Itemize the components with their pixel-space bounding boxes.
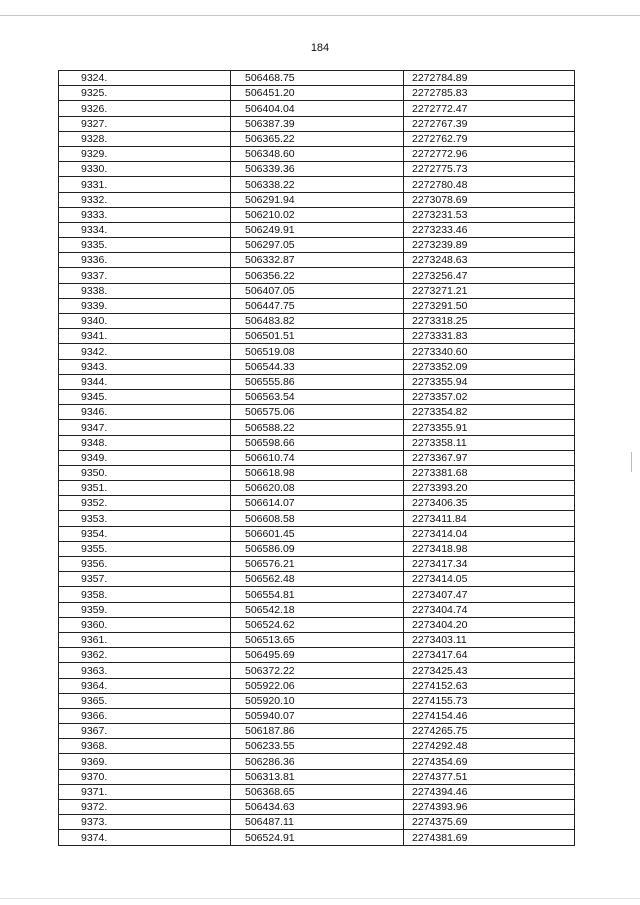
y-coordinate-cell: 2274393.96 bbox=[404, 800, 575, 815]
table-row bbox=[59, 739, 575, 754]
y-coordinate-cell: 2273381.68 bbox=[404, 465, 575, 480]
y-coordinate-cell: 2274154.46 bbox=[404, 708, 575, 723]
table-row bbox=[59, 450, 575, 465]
point-number-cell: 9367. bbox=[59, 724, 231, 739]
table-row bbox=[59, 238, 575, 253]
point-number-cell: 9330. bbox=[59, 162, 231, 177]
table-row bbox=[59, 192, 575, 207]
table-row bbox=[59, 283, 575, 298]
table-row bbox=[59, 253, 575, 268]
table-row bbox=[59, 708, 575, 723]
y-coordinate-cell: 2272772.47 bbox=[404, 101, 575, 116]
point-number-cell: 9342. bbox=[59, 344, 231, 359]
point-number-cell: 9366. bbox=[59, 708, 231, 723]
x-coordinate-cell: 506610.74 bbox=[231, 450, 404, 465]
x-coordinate-cell: 506372.22 bbox=[231, 663, 404, 678]
table-row bbox=[59, 131, 575, 146]
point-number-cell: 9341. bbox=[59, 329, 231, 344]
table-row bbox=[59, 663, 575, 678]
point-number-cell: 9332. bbox=[59, 192, 231, 207]
table-row bbox=[59, 329, 575, 344]
x-coordinate-cell: 506495.69 bbox=[231, 648, 404, 663]
y-coordinate-cell: 2273411.84 bbox=[404, 511, 575, 526]
coordinates-table-wrapper bbox=[58, 70, 575, 846]
x-coordinate-cell: 506348.60 bbox=[231, 146, 404, 161]
table-row bbox=[59, 222, 575, 237]
point-number-cell: 9370. bbox=[59, 769, 231, 784]
table-row bbox=[59, 602, 575, 617]
bottom-rule bbox=[0, 898, 640, 899]
y-coordinate-cell: 2273403.11 bbox=[404, 632, 575, 647]
x-coordinate-cell: 506368.65 bbox=[231, 784, 404, 799]
table-row bbox=[59, 587, 575, 602]
x-coordinate-cell: 506332.87 bbox=[231, 253, 404, 268]
x-coordinate-cell: 506524.62 bbox=[231, 617, 404, 632]
y-coordinate-cell: 2273340.60 bbox=[404, 344, 575, 359]
table-row bbox=[59, 268, 575, 283]
coordinates-table bbox=[58, 70, 575, 846]
table-row bbox=[59, 389, 575, 404]
top-rule bbox=[0, 15, 640, 16]
x-coordinate-cell: 506447.75 bbox=[231, 298, 404, 313]
y-coordinate-cell: 2272785.83 bbox=[404, 86, 575, 101]
table-row bbox=[59, 496, 575, 511]
table-row bbox=[59, 435, 575, 450]
point-number-cell: 9371. bbox=[59, 784, 231, 799]
table-row bbox=[59, 815, 575, 830]
y-coordinate-cell: 2273406.35 bbox=[404, 496, 575, 511]
point-number-cell: 9333. bbox=[59, 207, 231, 222]
point-number-cell: 9364. bbox=[59, 678, 231, 693]
x-coordinate-cell: 506468.75 bbox=[231, 71, 404, 86]
y-coordinate-cell: 2273414.05 bbox=[404, 572, 575, 587]
point-number-cell: 9337. bbox=[59, 268, 231, 283]
x-coordinate-cell: 506563.54 bbox=[231, 389, 404, 404]
table-row bbox=[59, 678, 575, 693]
table-row bbox=[59, 769, 575, 784]
point-number-cell: 9373. bbox=[59, 815, 231, 830]
y-coordinate-cell: 2274381.69 bbox=[404, 830, 575, 845]
y-coordinate-cell: 2273078.69 bbox=[404, 192, 575, 207]
x-coordinate-cell: 506249.91 bbox=[231, 222, 404, 237]
y-coordinate-cell: 2274375.69 bbox=[404, 815, 575, 830]
point-number-cell: 9327. bbox=[59, 116, 231, 131]
x-coordinate-cell: 506576.21 bbox=[231, 557, 404, 572]
table-row bbox=[59, 541, 575, 556]
y-coordinate-cell: 2273407.47 bbox=[404, 587, 575, 602]
table-row bbox=[59, 526, 575, 541]
x-coordinate-cell: 506286.36 bbox=[231, 754, 404, 769]
y-coordinate-cell: 2273425.43 bbox=[404, 663, 575, 678]
y-coordinate-cell: 2273239.89 bbox=[404, 238, 575, 253]
x-coordinate-cell: 506233.55 bbox=[231, 739, 404, 754]
y-coordinate-cell: 2273417.34 bbox=[404, 557, 575, 572]
point-number-cell: 9343. bbox=[59, 359, 231, 374]
x-coordinate-cell: 506338.22 bbox=[231, 177, 404, 192]
y-coordinate-cell: 2273393.20 bbox=[404, 481, 575, 496]
table-row bbox=[59, 557, 575, 572]
table-row bbox=[59, 617, 575, 632]
point-number-cell: 9339. bbox=[59, 298, 231, 313]
point-number-cell: 9352. bbox=[59, 496, 231, 511]
table-row bbox=[59, 101, 575, 116]
table-row bbox=[59, 465, 575, 480]
x-coordinate-cell: 506483.82 bbox=[231, 314, 404, 329]
point-number-cell: 9326. bbox=[59, 101, 231, 116]
x-coordinate-cell: 506554.81 bbox=[231, 587, 404, 602]
y-coordinate-cell: 2273404.20 bbox=[404, 617, 575, 632]
point-number-cell: 9372. bbox=[59, 800, 231, 815]
y-coordinate-cell: 2273355.91 bbox=[404, 420, 575, 435]
y-coordinate-cell: 2273414.04 bbox=[404, 526, 575, 541]
table-row bbox=[59, 405, 575, 420]
point-number-cell: 9362. bbox=[59, 648, 231, 663]
x-coordinate-cell: 506555.86 bbox=[231, 374, 404, 389]
x-coordinate-cell: 506575.06 bbox=[231, 405, 404, 420]
y-coordinate-cell: 2273248.63 bbox=[404, 253, 575, 268]
x-coordinate-cell: 506187.86 bbox=[231, 724, 404, 739]
y-coordinate-cell: 2272784.89 bbox=[404, 71, 575, 86]
x-coordinate-cell: 506586.09 bbox=[231, 541, 404, 556]
y-coordinate-cell: 2274394.46 bbox=[404, 784, 575, 799]
y-coordinate-cell: 2273256.47 bbox=[404, 268, 575, 283]
point-number-cell: 9356. bbox=[59, 557, 231, 572]
y-coordinate-cell: 2273357.02 bbox=[404, 389, 575, 404]
point-number-cell: 9328. bbox=[59, 131, 231, 146]
y-coordinate-cell: 2273358.11 bbox=[404, 435, 575, 450]
point-number-cell: 9346. bbox=[59, 405, 231, 420]
point-number-cell: 9355. bbox=[59, 541, 231, 556]
table-row bbox=[59, 298, 575, 313]
coordinates-table-body bbox=[59, 71, 575, 846]
x-coordinate-cell: 506601.45 bbox=[231, 526, 404, 541]
point-number-cell: 9369. bbox=[59, 754, 231, 769]
y-coordinate-cell: 2274155.73 bbox=[404, 693, 575, 708]
table-row bbox=[59, 420, 575, 435]
point-number-cell: 9361. bbox=[59, 632, 231, 647]
table-row bbox=[59, 162, 575, 177]
x-coordinate-cell: 506562.48 bbox=[231, 572, 404, 587]
x-coordinate-cell: 506404.04 bbox=[231, 101, 404, 116]
x-coordinate-cell: 506524.91 bbox=[231, 830, 404, 845]
y-coordinate-cell: 2274377.51 bbox=[404, 769, 575, 784]
x-coordinate-cell: 506598.66 bbox=[231, 435, 404, 450]
table-row bbox=[59, 207, 575, 222]
x-coordinate-cell: 506614.07 bbox=[231, 496, 404, 511]
table-row bbox=[59, 359, 575, 374]
x-coordinate-cell: 505920.10 bbox=[231, 693, 404, 708]
table-row bbox=[59, 344, 575, 359]
x-coordinate-cell: 506387.39 bbox=[231, 116, 404, 131]
x-coordinate-cell: 506542.18 bbox=[231, 602, 404, 617]
y-coordinate-cell: 2273231.53 bbox=[404, 207, 575, 222]
point-number-cell: 9351. bbox=[59, 481, 231, 496]
point-number-cell: 9348. bbox=[59, 435, 231, 450]
point-number-cell: 9329. bbox=[59, 146, 231, 161]
y-coordinate-cell: 2273417.64 bbox=[404, 648, 575, 663]
table-row bbox=[59, 754, 575, 769]
y-coordinate-cell: 2273355.94 bbox=[404, 374, 575, 389]
y-coordinate-cell: 2274292.48 bbox=[404, 739, 575, 754]
table-row bbox=[59, 693, 575, 708]
x-coordinate-cell: 506451.20 bbox=[231, 86, 404, 101]
point-number-cell: 9357. bbox=[59, 572, 231, 587]
y-coordinate-cell: 2273418.98 bbox=[404, 541, 575, 556]
table-row bbox=[59, 800, 575, 815]
x-coordinate-cell: 506618.98 bbox=[231, 465, 404, 480]
x-coordinate-cell: 505922.06 bbox=[231, 678, 404, 693]
x-coordinate-cell: 506501.51 bbox=[231, 329, 404, 344]
page-number: 184 bbox=[310, 42, 330, 54]
x-coordinate-cell: 506313.81 bbox=[231, 769, 404, 784]
point-number-cell: 9334. bbox=[59, 222, 231, 237]
table-row bbox=[59, 146, 575, 161]
table-row bbox=[59, 572, 575, 587]
point-number-cell: 9340. bbox=[59, 314, 231, 329]
y-coordinate-cell: 2274152.63 bbox=[404, 678, 575, 693]
point-number-cell: 9368. bbox=[59, 739, 231, 754]
point-number-cell: 9354. bbox=[59, 526, 231, 541]
point-number-cell: 9349. bbox=[59, 450, 231, 465]
table-row bbox=[59, 116, 575, 131]
x-coordinate-cell: 506487.11 bbox=[231, 815, 404, 830]
point-number-cell: 9359. bbox=[59, 602, 231, 617]
y-coordinate-cell: 2273354.82 bbox=[404, 405, 575, 420]
y-coordinate-cell: 2272762.79 bbox=[404, 131, 575, 146]
table-row bbox=[59, 374, 575, 389]
point-number-cell: 9360. bbox=[59, 617, 231, 632]
margin-mark bbox=[627, 452, 632, 472]
x-coordinate-cell: 506620.08 bbox=[231, 481, 404, 496]
y-coordinate-cell: 2274265.75 bbox=[404, 724, 575, 739]
point-number-cell: 9347. bbox=[59, 420, 231, 435]
table-row bbox=[59, 71, 575, 86]
y-coordinate-cell: 2273331.83 bbox=[404, 329, 575, 344]
x-coordinate-cell: 505940.07 bbox=[231, 708, 404, 723]
x-coordinate-cell: 506365.22 bbox=[231, 131, 404, 146]
point-number-cell: 9331. bbox=[59, 177, 231, 192]
y-coordinate-cell: 2272780.48 bbox=[404, 177, 575, 192]
point-number-cell: 9335. bbox=[59, 238, 231, 253]
x-coordinate-cell: 506608.58 bbox=[231, 511, 404, 526]
table-row bbox=[59, 481, 575, 496]
point-number-cell: 9338. bbox=[59, 283, 231, 298]
x-coordinate-cell: 506513.65 bbox=[231, 632, 404, 647]
point-number-cell: 9358. bbox=[59, 587, 231, 602]
x-coordinate-cell: 506544.33 bbox=[231, 359, 404, 374]
x-coordinate-cell: 506291.94 bbox=[231, 192, 404, 207]
table-row bbox=[59, 314, 575, 329]
x-coordinate-cell: 506434.63 bbox=[231, 800, 404, 815]
table-row bbox=[59, 648, 575, 663]
table-row bbox=[59, 511, 575, 526]
point-number-cell: 9325. bbox=[59, 86, 231, 101]
table-row bbox=[59, 86, 575, 101]
point-number-cell: 9353. bbox=[59, 511, 231, 526]
x-coordinate-cell: 506339.36 bbox=[231, 162, 404, 177]
y-coordinate-cell: 2274354.69 bbox=[404, 754, 575, 769]
y-coordinate-cell: 2273404.74 bbox=[404, 602, 575, 617]
point-number-cell: 9345. bbox=[59, 389, 231, 404]
table-row bbox=[59, 830, 575, 845]
point-number-cell: 9344. bbox=[59, 374, 231, 389]
point-number-cell: 9365. bbox=[59, 693, 231, 708]
table-row bbox=[59, 177, 575, 192]
y-coordinate-cell: 2273367.97 bbox=[404, 450, 575, 465]
y-coordinate-cell: 2273233.46 bbox=[404, 222, 575, 237]
table-row bbox=[59, 724, 575, 739]
y-coordinate-cell: 2273318.25 bbox=[404, 314, 575, 329]
x-coordinate-cell: 506519.08 bbox=[231, 344, 404, 359]
x-coordinate-cell: 506297.05 bbox=[231, 238, 404, 253]
y-coordinate-cell: 2273352.09 bbox=[404, 359, 575, 374]
x-coordinate-cell: 506588.22 bbox=[231, 420, 404, 435]
table-row bbox=[59, 784, 575, 799]
point-number-cell: 9336. bbox=[59, 253, 231, 268]
point-number-cell: 9350. bbox=[59, 465, 231, 480]
x-coordinate-cell: 506356.22 bbox=[231, 268, 404, 283]
y-coordinate-cell: 2273271.21 bbox=[404, 283, 575, 298]
y-coordinate-cell: 2273291.50 bbox=[404, 298, 575, 313]
table-row bbox=[59, 632, 575, 647]
y-coordinate-cell: 2272767.39 bbox=[404, 116, 575, 131]
point-number-cell: 9324. bbox=[59, 71, 231, 86]
y-coordinate-cell: 2272775.73 bbox=[404, 162, 575, 177]
x-coordinate-cell: 506407.05 bbox=[231, 283, 404, 298]
point-number-cell: 9363. bbox=[59, 663, 231, 678]
x-coordinate-cell: 506210.02 bbox=[231, 207, 404, 222]
y-coordinate-cell: 2272772.96 bbox=[404, 146, 575, 161]
point-number-cell: 9374. bbox=[59, 830, 231, 845]
